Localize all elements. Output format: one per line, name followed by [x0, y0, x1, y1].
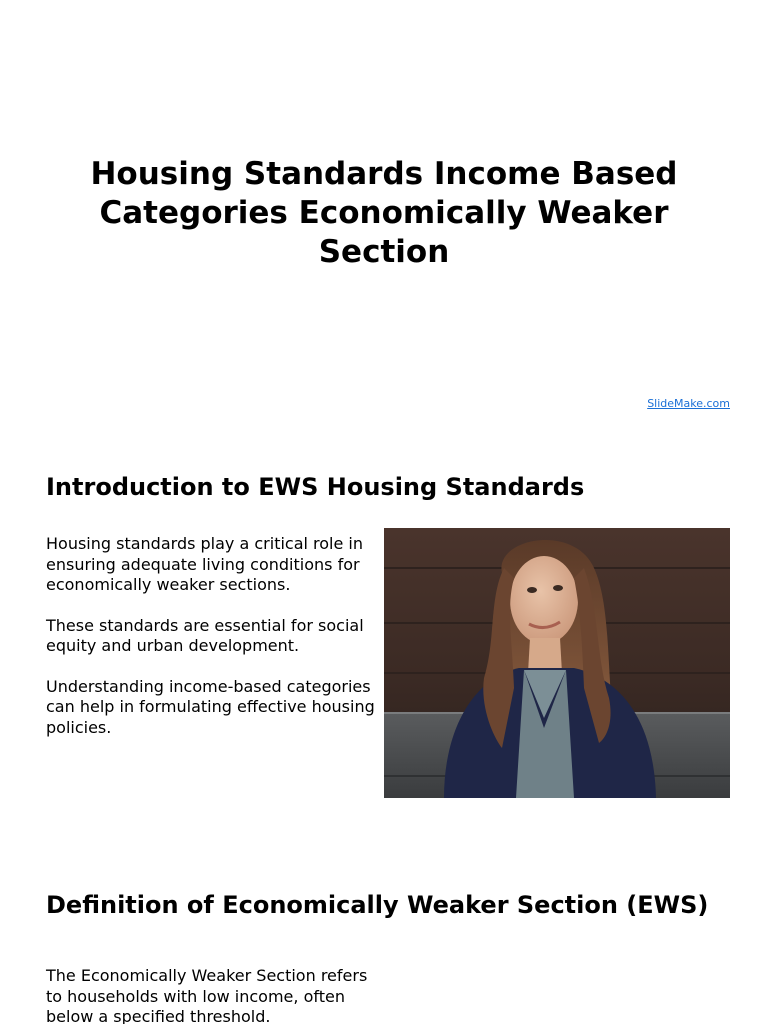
definition-text: [46, 966, 376, 1024]
intro-paragraph: These standards are essential for social equity and urban development.: [46, 615, 364, 655]
page-title: Housing Standards Income Based Categories Economically Weaker Section: [90, 156, 678, 270]
title-slide: [0, 0, 768, 430]
definition-heading: Definition of Economically Weaker Section (EWS): [46, 891, 709, 919]
intro-heading: Introduction to EWS Housing Standards: [46, 473, 585, 501]
slidemake-link[interactable]: SlideMake.com: [647, 397, 730, 410]
intro-paragraph: Housing standards play a critical role in ensuring adequate living conditions for economically weaker sections.: [46, 534, 364, 594]
intro-paragraph: Understanding income-based categories can help in formulating effective housing policies.: [46, 676, 375, 737]
definition-paragraph: The Economically Weaker Section refers to households with low income, often below a specified threshold.: [46, 966, 368, 1024]
portrait-photo: [384, 528, 730, 798]
intro-text: [46, 534, 376, 758]
